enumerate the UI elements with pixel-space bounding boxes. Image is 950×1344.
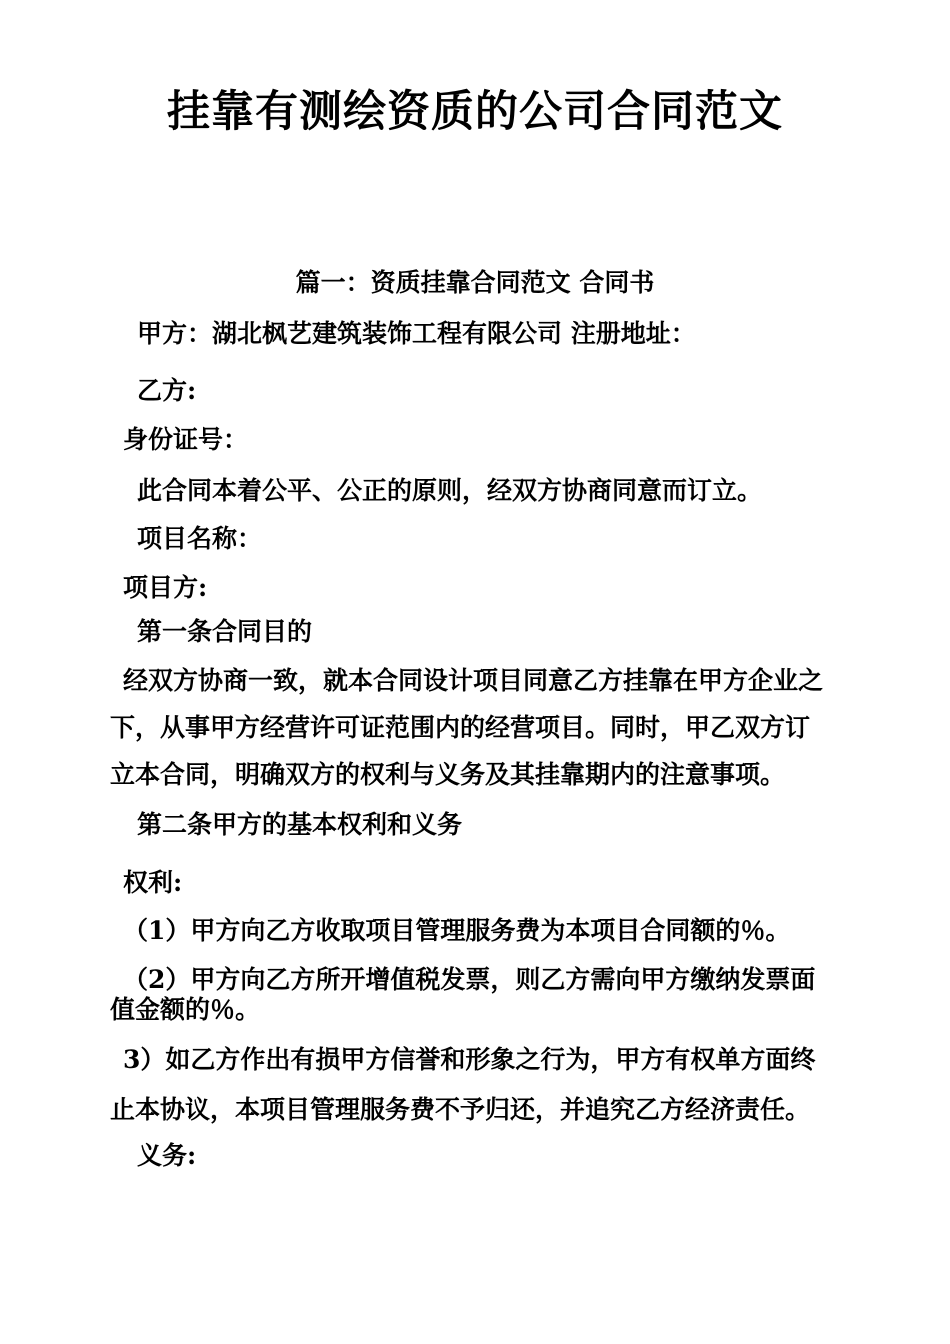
- article1-paragraph-line: 经双方协商一致，就本合同设计项目同意乙方挂靠在甲方企业之: [123, 666, 824, 695]
- right-item-2-line: 值金额的％。: [110, 995, 261, 1024]
- party-b-line: 乙方:: [137, 376, 197, 405]
- document-title: 挂靠有测绘资质的公司合同范文: [167, 87, 783, 137]
- section-heading: 篇一：资质挂靠合同范文 合同书: [295, 268, 655, 297]
- project-name-line: 项目名称：: [137, 524, 263, 553]
- duties-label: 义务:: [137, 1141, 197, 1170]
- article1-paragraph-line: 立本合同，明确双方的权利与义务及其挂靠期内的注意事项。: [110, 760, 786, 789]
- rights-label: 权利:: [123, 868, 183, 897]
- right-item-1: （1）甲方向乙方收取项目管理服务费为本项目合同额的％。: [123, 916, 791, 945]
- article1-paragraph-line: 下，从事甲方经营许可证范围内的经营项目。同时，甲乙双方订: [110, 713, 811, 742]
- article1-heading: 第一条合同目的: [137, 617, 313, 646]
- party-a-line: 甲方：湖北枫艺建筑装饰工程有限公司 注册地址：: [137, 319, 696, 348]
- project-party-line: 项目方:: [123, 573, 208, 602]
- right-item-2-line: （2）甲方向乙方所开增值税发票，则乙方需向甲方缴纳发票面: [123, 965, 816, 994]
- right-item-3-line: 止本协议，本项目管理服务费不予归还，并追究乙方经济责任。: [110, 1095, 811, 1124]
- right-item-3-line: 3）如乙方作出有损甲方信誉和形象之行为，甲方有权单方面终: [123, 1045, 816, 1074]
- id-number-line: 身份证号：: [123, 425, 249, 454]
- preamble-line: 此合同本着公平、公正的原则，经双方协商同意而订立。: [137, 476, 763, 505]
- article2-heading: 第二条甲方的基本权利和义务: [137, 810, 463, 839]
